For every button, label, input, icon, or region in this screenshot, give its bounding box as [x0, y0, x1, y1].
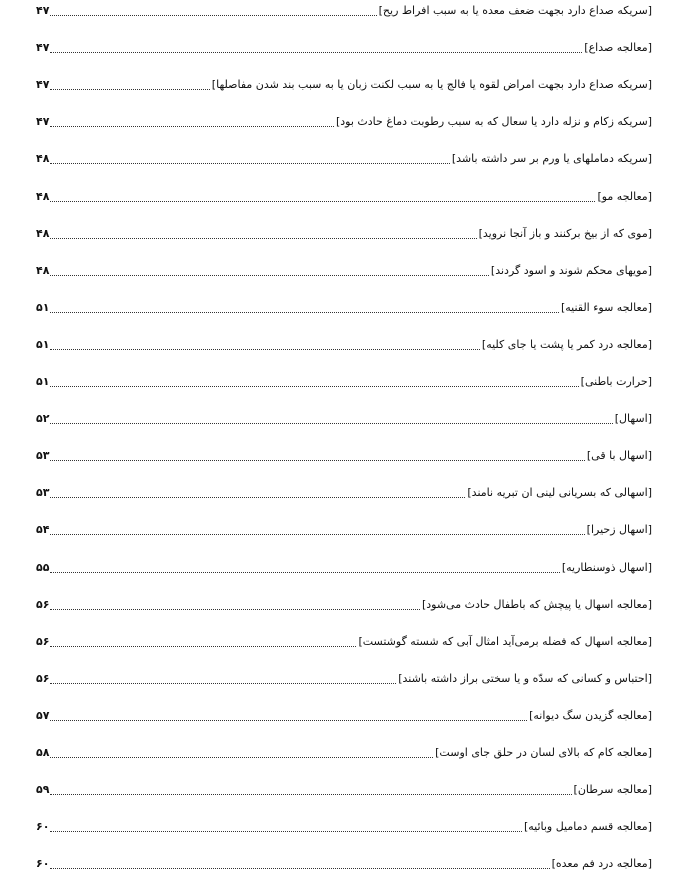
- toc-page-number: ۴۷: [36, 115, 50, 128]
- toc-entry[interactable]: [36, 224, 652, 244]
- toc-entry[interactable]: [36, 335, 652, 355]
- toc-entry[interactable]: [36, 817, 652, 837]
- toc-entry-title: [معالجه درد فم معده]: [551, 857, 652, 870]
- dot-leader: [50, 385, 578, 387]
- toc-entry[interactable]: [36, 372, 652, 392]
- toc-entry-title: [معالجه گزیدن سگ دیوانه]: [529, 709, 652, 722]
- toc-entry[interactable]: [36, 261, 652, 281]
- toc-entry-title: [حرارت باطنی]: [580, 375, 652, 388]
- dot-leader: [50, 571, 559, 573]
- toc-entry[interactable]: [36, 38, 652, 58]
- toc-page-number: ۵۸: [36, 746, 50, 759]
- toc-page-number: ۵۲: [36, 412, 50, 425]
- dot-leader: [50, 830, 522, 832]
- toc-entry-title: [سریکه صداع دارد بجهت امراض لقوه یا فالج یا به سبب لکنت زبان یا به سبب بند شدن مفاصلها]: [211, 78, 652, 91]
- toc-page-number: ۵۵: [36, 561, 50, 574]
- toc-entry-title: [معالجه سرطان]: [573, 783, 652, 796]
- dot-leader: [50, 682, 396, 684]
- toc-page-number: ۵۱: [36, 301, 50, 314]
- dot-leader: [50, 422, 612, 424]
- toc-entry-title: [سریکه دماملهای یا ورم بر سر داشته باشد]: [451, 152, 652, 165]
- dot-leader: [50, 645, 356, 647]
- toc-entry-title: [معالجه اسهال یا پیچش که باطفال حادث می‌شود]: [421, 598, 652, 611]
- toc-page-number: ۵۴: [36, 523, 50, 536]
- toc-entry[interactable]: [36, 558, 652, 578]
- dot-leader: [50, 867, 549, 869]
- toc-page-number: ۴۸: [36, 152, 50, 165]
- toc-entry-title: [اسهال با قی]: [586, 449, 652, 462]
- dot-leader: [50, 311, 559, 313]
- dot-leader: [50, 719, 527, 721]
- toc-entry-title: [اسهال]: [614, 412, 652, 425]
- dot-leader: [50, 237, 476, 239]
- toc-page-number: ۵۶: [36, 635, 50, 648]
- toc-entry-title: [اسهال ذوسنطاریه]: [561, 561, 652, 574]
- dot-leader: [50, 459, 584, 461]
- toc-entry-title: [معالجه صداع]: [584, 41, 652, 54]
- toc-entry-title: [معالجه مو]: [597, 190, 652, 203]
- toc-page-number: ۴۷: [36, 78, 50, 91]
- toc-page-number: ۴۸: [36, 264, 50, 277]
- toc-entry-title: [معالجه سوء القنیه]: [560, 301, 652, 314]
- dot-leader: [50, 496, 465, 498]
- toc-page-number: ۵۳: [36, 486, 50, 499]
- toc-entry-title: [احتباس و کسانی که سدّه و یا سختی براز داشته باشند]: [398, 672, 652, 685]
- toc-entry-title: [اسهالی که بسریانی لینی ان تبریه نامند]: [467, 486, 652, 499]
- toc-page-number: ۵۳: [36, 449, 50, 462]
- toc-entry[interactable]: [36, 854, 652, 874]
- toc-page-number: ۶۰: [36, 820, 50, 833]
- dot-leader: [50, 533, 584, 535]
- dot-leader: [50, 51, 582, 53]
- toc-entry-title: [مویهای محکم شوند و اسود گردند]: [490, 264, 652, 277]
- toc-entry[interactable]: [36, 187, 652, 207]
- toc-page-number: ۵۹: [36, 783, 50, 796]
- dot-leader: [50, 14, 376, 16]
- toc-entry[interactable]: [36, 669, 652, 689]
- toc-page-number: ۴۷: [36, 4, 50, 17]
- toc-page-number: ۵۶: [36, 672, 50, 685]
- dot-leader: [50, 274, 488, 276]
- toc-entry[interactable]: [36, 149, 652, 169]
- toc-page-number: ۵۱: [36, 375, 50, 388]
- toc-entry[interactable]: [36, 520, 652, 540]
- toc-entry-title: [اسهال زحیرا]: [586, 523, 652, 536]
- toc-entry-title: [موی که از بیخ برکنند و باز آنجا نروید]: [478, 227, 652, 240]
- toc-page-number: ۵۱: [36, 338, 50, 351]
- toc-entry[interactable]: [36, 743, 652, 763]
- toc-page-number: ۵۷: [36, 709, 50, 722]
- dot-leader: [50, 88, 209, 90]
- toc-page-number: ۴۸: [36, 190, 50, 203]
- toc-entry[interactable]: [36, 112, 652, 132]
- toc-entry[interactable]: [36, 298, 652, 318]
- dot-leader: [50, 200, 595, 202]
- toc-page-number: ۶۰: [36, 857, 50, 870]
- toc-page-number: ۵۶: [36, 598, 50, 611]
- toc-entry-title: [معالجه درد کمر یا پشت یا جای کلیه]: [481, 338, 652, 351]
- toc-entry[interactable]: [36, 409, 652, 429]
- toc-page-number: ۴۷: [36, 41, 50, 54]
- toc-entry-title: [سریکه زکام و نزله دارد یا سعال که به سبب رطوبت دماغ حادث بود]: [335, 115, 652, 128]
- dot-leader: [50, 162, 449, 164]
- toc-page-number: ۴۸: [36, 227, 50, 240]
- toc-entry-title: [معالجه کام که بالای لسان در حلق جای اوست]: [435, 746, 652, 759]
- toc-entry[interactable]: [36, 595, 652, 615]
- toc-entry-title: [معالجه اسهال که فضله برمی‌آید امثال آبی که شسته گوشتست]: [358, 635, 652, 648]
- dot-leader: [50, 793, 571, 795]
- toc-entry[interactable]: [36, 446, 652, 466]
- toc-entry[interactable]: [36, 483, 652, 503]
- dot-leader: [50, 348, 479, 350]
- dot-leader: [50, 608, 420, 610]
- toc-entry[interactable]: [36, 1, 652, 21]
- dot-leader: [50, 125, 334, 127]
- toc-entry[interactable]: [36, 75, 652, 95]
- toc-entry[interactable]: [36, 780, 652, 800]
- toc-entry[interactable]: [36, 632, 652, 652]
- toc-entry-title: [معالجه قسم دمامیل وبائیه]: [523, 820, 652, 833]
- toc-entry[interactable]: [36, 706, 652, 726]
- dot-leader: [50, 756, 433, 758]
- toc-entry-title: [سریکه صداع دارد بجهت ضعف معده یا به سبب افراط ریح]: [378, 4, 652, 17]
